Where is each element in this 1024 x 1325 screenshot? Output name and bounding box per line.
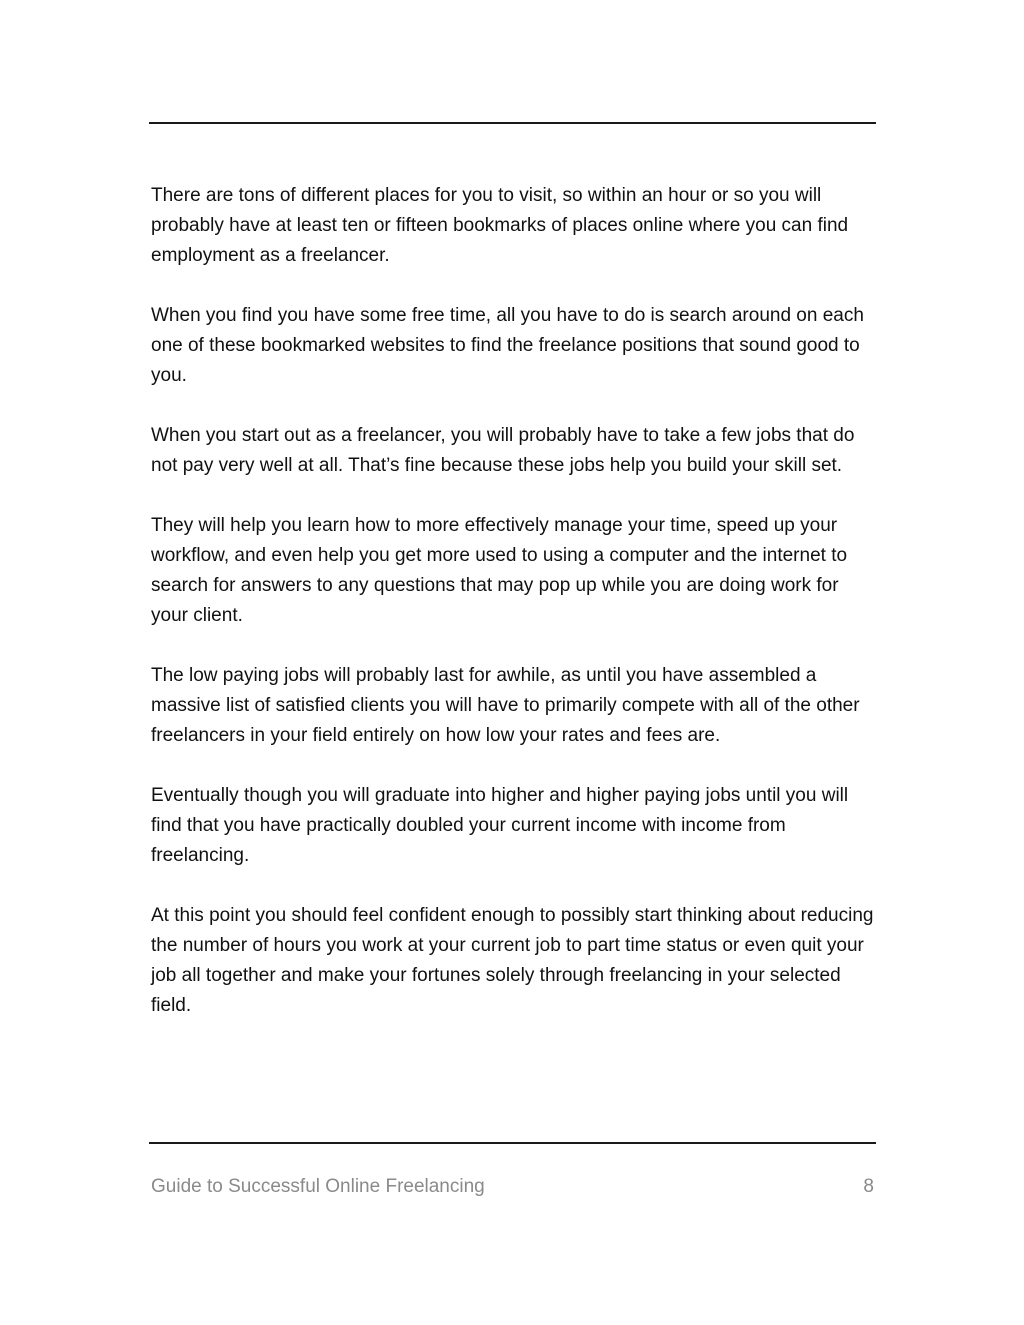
paragraph: There are tons of different places for you to visit, so within an hour or so you will probably have at least ten or fifteen bookmarks of places online where you can find employment as a freelancer. [151, 185, 849, 266]
header-divider [149, 122, 876, 124]
page-number: 8 [863, 1176, 874, 1197]
paragraph: They will help you learn how to more effectively manage your time, speed up your workflow, and even help you get more used to using a computer and the internet to search for answers to any questions that may pop up while you are doing work for your client. [151, 515, 848, 626]
paragraph: At this point you should feel confident enough to possibly start thinking about reducing the number of hours you work at your current job to part time status or even quit your job all together and make your fortunes solely through freelancing in your selected field. [151, 905, 874, 1016]
footer-divider [149, 1142, 876, 1144]
paragraph: Eventually though you will graduate into higher and higher paying jobs until you will find that you have practically doubled your current income with income from freelancing. [151, 785, 849, 866]
paragraph: When you start out as a freelancer, you will probably have to take a few jobs that do not pay very well at all. That’s fine because these jobs help you build your skill set. [151, 425, 855, 476]
paragraph: When you find you have some free time, all you have to do is search around on each one of these bookmarked websites to find the freelance positions that sound good to you. [151, 305, 864, 386]
footer-title: Guide to Successful Online Freelancing [151, 1176, 485, 1197]
paragraph: The low paying jobs will probably last for awhile, as until you have assembled a massive list of satisfied clients you will have to primarily compete with all of the other freelancers in your field entirely on how low your rates and fees are. [151, 665, 860, 746]
page-footer [151, 1173, 874, 1201]
page-body [151, 181, 876, 1051]
